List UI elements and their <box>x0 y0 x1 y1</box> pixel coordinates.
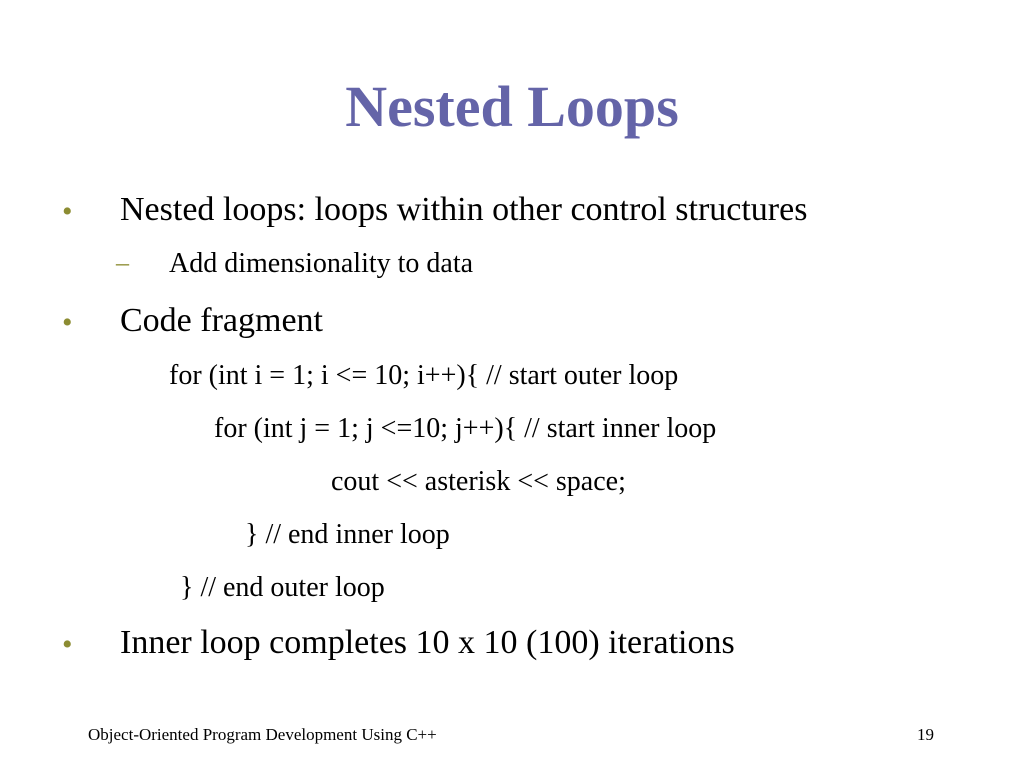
bullet-icon: • <box>62 628 73 661</box>
slide-title: Nested Loops <box>345 74 679 139</box>
bullet-text: Code fragment <box>120 302 323 339</box>
sub-bullet-icon: – <box>116 248 129 277</box>
sub-bullet-text: Add dimensionality to data <box>169 248 474 279</box>
code-line: for (int i = 1; i <= 10; i++){ // start outer loop <box>169 360 679 391</box>
code-line: for (int j = 1; j <=10; j++){ // start inner loop <box>214 413 717 444</box>
bullet-icon: • <box>62 195 73 228</box>
footer-course-title: Object-Oriented Program Development Using C++ <box>88 725 437 744</box>
code-line: cout << asterisk << space; <box>331 466 626 497</box>
page-number: 19 <box>917 725 934 744</box>
bullet-icon: • <box>62 306 73 339</box>
bullet-text: Nested loops: loops within other control structures <box>120 191 808 228</box>
code-line: } // end outer loop <box>180 572 385 603</box>
bullet-text: Inner loop completes 10 x 10 (100) iterations <box>120 624 735 661</box>
code-line: } // end inner loop <box>245 519 450 550</box>
